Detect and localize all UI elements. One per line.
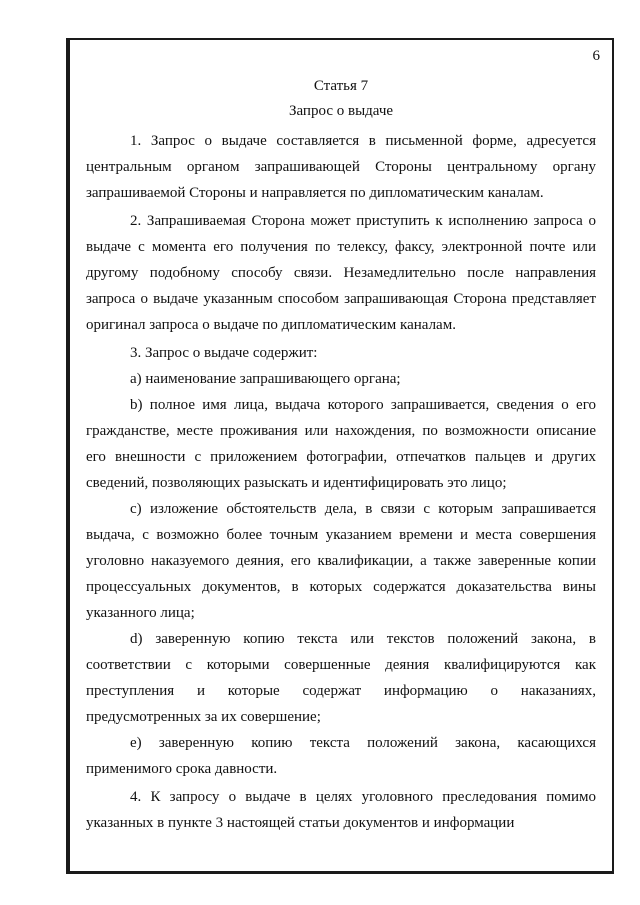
article-body: [86, 128, 596, 836]
paragraph-3c: c) изложение обстоятельств дела, в связи с которым запрашивается выдача, с возможно более точным указанием времени и места совершения уголовно наказуемого деяния, его квалификации, а также заверенные копии процессуальных документов, в которых содержатся доказательства вины указанного лица;: [86, 501, 596, 621]
paragraph-1: 1. Запрос о выдаче составляется в письменной форме, адресуется центральным органом запрашивающей Стороны центральному органу запрашиваемой Стороны и направляется по дипломатическим каналам.: [86, 133, 596, 201]
article-subtitle: Запрос о выдаче: [288, 103, 394, 119]
paragraph-4: 4. К запросу о выдаче в целях уголовного преследования помимо указанных в пункте 3 настоящей статьи документов и информации: [86, 789, 596, 831]
paragraph-3: 3. Запрос о выдаче содержит:: [130, 345, 318, 361]
paragraph-3a: a) наименование запрашивающего органа;: [130, 371, 401, 387]
paragraph-2: 2. Запрашиваемая Сторона может приступить к исполнению запроса о выдаче с момента его получения по телексу, факсу, электронной почте или другому подобному способу связи. Незамедлительно после направления запроса о выдаче указанным способом запрашивающая Сторона представляет оригинал запроса о выдаче по дипломатическим каналам.: [86, 213, 596, 333]
page-frame: [66, 38, 614, 874]
paragraph-3d: d) заверенную копию текста или текстов положений закона, в соответствии с которыми совершенные деяния квалифицируются как преступления и которые содержат информацию о наказаниях, предусмотренных за их совершение;: [86, 631, 596, 725]
article-title: Статья 7: [313, 78, 369, 94]
paragraph-3e: e) заверенную копию текста положений закона, касающихся применимого срока давности.: [86, 735, 596, 777]
paragraph-3b: b) полное имя лица, выдача которого запрашивается, сведения о его гражданстве, месте проживания или нахождения, по возможности описание его внешности с приложением фотографии, отпечатков пальцев и других сведений, позволяющих разыскать и идентифицировать это лицо;: [86, 397, 596, 491]
page-number: 6: [592, 48, 600, 64]
